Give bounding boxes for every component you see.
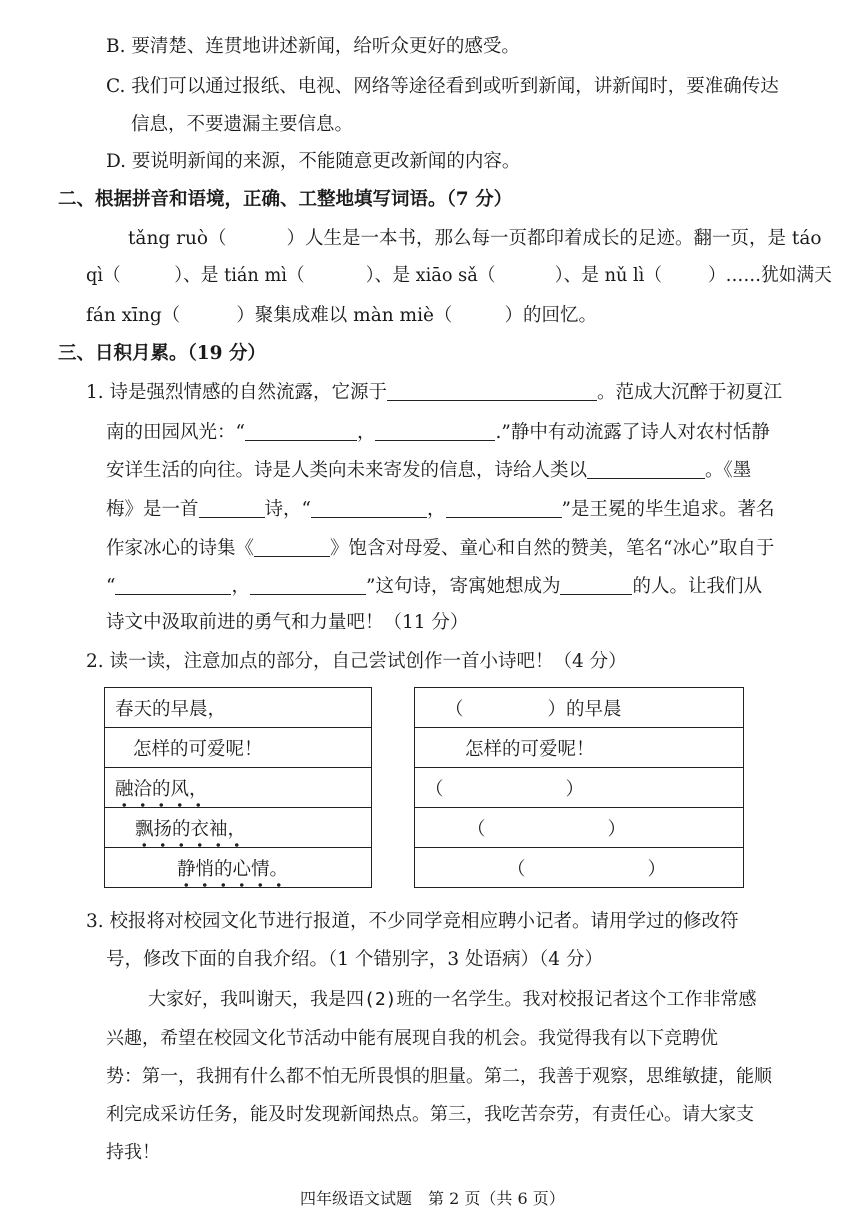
q1-text: ， xyxy=(356,422,376,443)
answer-blank[interactable] xyxy=(199,497,265,518)
pinyin-text: ）、是 nǔ lì（ xyxy=(554,265,663,286)
answer-blank[interactable] xyxy=(254,536,330,557)
poem-input-line[interactable] xyxy=(415,848,744,888)
q1-line-6 xyxy=(106,574,762,599)
section3-heading: 三、日积月累。（19 分） xyxy=(58,343,266,364)
paren-open: （ xyxy=(467,818,486,840)
answer-blank[interactable] xyxy=(250,574,366,595)
q1-text: “ xyxy=(106,576,116,597)
option-d: D. 要说明新闻的来源，不能随意更改新闻的内容。 xyxy=(106,151,521,172)
q1-text: ”这句诗，寄寓她想成为 xyxy=(365,576,561,597)
option-c-line2: 信息，不要遗漏主要信息。 xyxy=(131,114,354,135)
q1-text: 》饱含对母爱、童心和自然的赞美，笔名“冰心”取自于 xyxy=(330,538,775,559)
example-poem-table xyxy=(104,687,372,888)
q1-text: ， xyxy=(231,576,250,597)
option-c-line1: C. 我们可以通过报纸、电视、网络等途径看到或听到新闻，讲新闻时，要准确传达 xyxy=(106,76,779,97)
pinyin-text: ）的回忆。 xyxy=(504,305,597,326)
answer-blank[interactable] xyxy=(387,380,597,401)
q1-text: .”静中有动流露了诗人对农村恬静 xyxy=(495,422,770,443)
poem-line: 怎样的可爱呢！ xyxy=(105,728,372,768)
paren-open: （ xyxy=(425,778,444,800)
option-b: B. 要清楚、连贯地讲述新闻，给听众更好的感受。 xyxy=(106,36,520,57)
answer-blank[interactable] xyxy=(245,420,357,441)
pinyin-text: ）、是 xiāo sǎ（ xyxy=(365,265,496,286)
q1-text: ， xyxy=(426,499,446,520)
paren-close: ） xyxy=(607,818,627,840)
pinyin-text: ）人生是一本书，那么每一页都印着成长的足迹。翻一页，是 táo xyxy=(286,228,822,249)
essay-line: 势：第一，我拥有什么都不怕无所畏惧的胆量。第二，我善于观察，思维敏捷，能顺 xyxy=(106,1066,772,1087)
q1-text: 梅》是一首 xyxy=(106,499,199,520)
q1-text: 。范成大沉醉于初夏江 xyxy=(597,382,783,403)
pinyin-text: ）……犹如满天 xyxy=(707,265,832,286)
q1-line-4 xyxy=(106,497,774,522)
poem-line xyxy=(105,768,372,808)
q1-line-7: 诗文中汲取前进的勇气和力量吧！（11 分） xyxy=(106,612,469,633)
q1-text: 。《墨 xyxy=(705,460,752,481)
q1-text: 南的田园风光：“ xyxy=(106,422,245,443)
pinyin-text: qì（ xyxy=(86,265,121,286)
poem-line: 怎样的可爱呢！ xyxy=(415,728,744,768)
q1-text: ”是王冕的毕生追求。著名 xyxy=(561,499,775,520)
poem-line xyxy=(105,848,372,888)
pinyin-line-2 xyxy=(86,264,832,288)
paren-open: （ xyxy=(507,858,526,880)
q1-text: 作家冰心的诗集《 xyxy=(106,538,255,559)
q3-line-2: 号，修改下面的自我介绍。（1 个错别字，3 处语病）（4 分） xyxy=(106,949,603,970)
q1-line-2 xyxy=(106,420,770,445)
q2-heading: 2. 读一读，注意加点的部分，自己尝试创作一首小诗吧！（4 分） xyxy=(86,651,627,672)
answer-blank[interactable] xyxy=(587,458,705,479)
emphasized-text: 飘扬的衣袖， xyxy=(135,819,246,848)
page-footer: 四年级语文试题 第 2 页（共 6 页） xyxy=(300,1189,565,1208)
q1-line-1 xyxy=(86,380,782,405)
answer-blank[interactable] xyxy=(311,497,427,518)
q1-line-3 xyxy=(106,458,751,483)
poem-input-line[interactable] xyxy=(415,768,744,808)
q1-text: 的人。让我们从 xyxy=(632,576,762,597)
pinyin-text: tǎng ruò（ xyxy=(128,228,227,249)
essay-line: 利完成采访任务，能及时发现新闻热点。第三，我吃苦奈劳，有责任心。请大家支 xyxy=(106,1104,754,1125)
pinyin-line-1 xyxy=(128,227,822,251)
q1-text: 1. 诗是强烈情感的自然流露，它源于 xyxy=(86,382,388,403)
poem-text: ）的早晨 xyxy=(547,698,622,720)
pinyin-text: ）聚集成难以 màn miè（ xyxy=(236,305,453,326)
q1-text: 诗，“ xyxy=(264,499,311,520)
pinyin-line-3 xyxy=(86,304,597,328)
paren-open: （ xyxy=(445,698,464,720)
section2-heading: 二、根据拼音和语境，正确、工整地填写词语。（7 分） xyxy=(58,189,513,210)
emphasized-text: 静悄的心情。 xyxy=(177,859,288,888)
q3-line-1: 3. 校报将对校园文化节进行报道，不少同学竞相应聘小记者。请用学过的修改符 xyxy=(86,911,739,932)
answer-blank[interactable] xyxy=(115,574,231,595)
pinyin-text: ）、是 tián mì（ xyxy=(174,265,305,286)
essay-line: 大家好，我叫谢天，我是四(2)班的一名学生。我对校报记者这个工作非常感 xyxy=(148,989,757,1010)
essay-line: 持我！ xyxy=(106,1142,160,1163)
essay-line: 兴趣，希望在校园文化节活动中能有展现自我的机会。我觉得我有以下竞聘优 xyxy=(106,1028,718,1049)
pinyin-text: fán xīng（ xyxy=(86,305,181,326)
q1-text: 安详生活的向往。诗是人类向未来寄发的信息，诗给人类以 xyxy=(106,460,588,481)
poem-input-line[interactable] xyxy=(415,808,744,848)
answer-blank[interactable] xyxy=(560,574,632,595)
paren-close: ） xyxy=(565,778,585,800)
answer-blank[interactable] xyxy=(375,420,495,441)
poem-line xyxy=(105,808,372,848)
create-poem-table xyxy=(414,687,744,888)
poem-line: 春天的早晨， xyxy=(105,688,372,728)
poem-input-line[interactable] xyxy=(415,688,744,728)
answer-blank[interactable] xyxy=(446,497,562,518)
emphasized-text: 融洽的风， xyxy=(115,779,208,808)
paren-close: ） xyxy=(647,858,667,880)
q1-line-5 xyxy=(106,536,774,561)
